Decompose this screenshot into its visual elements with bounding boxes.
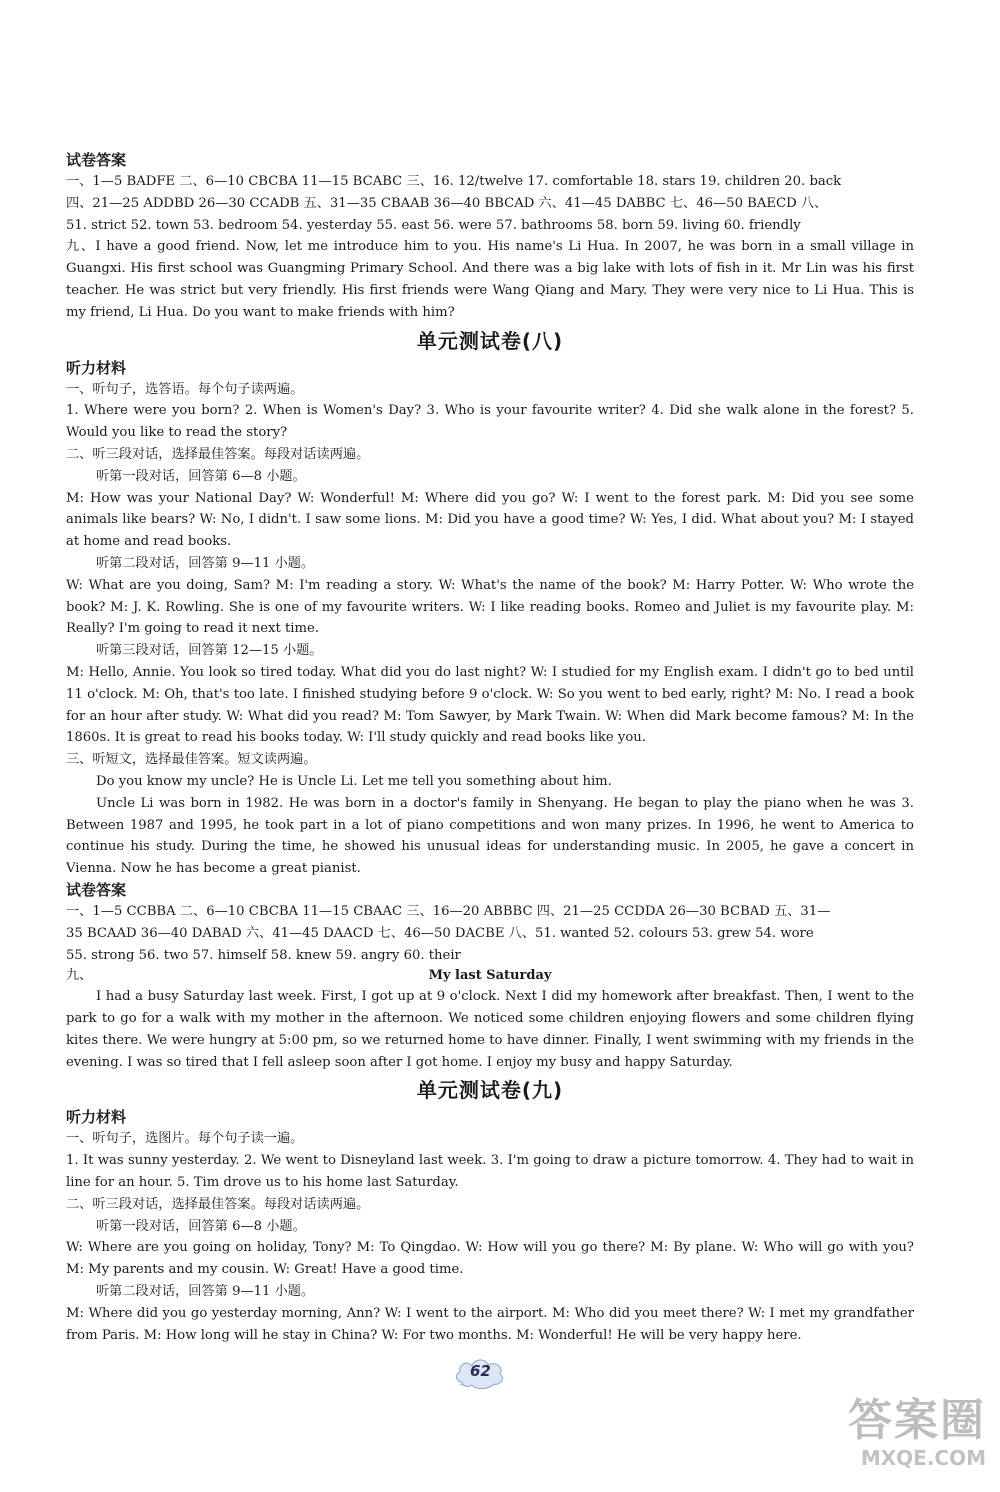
unit9-title: 单元测试卷(九) (416, 1078, 564, 1103)
page-content (66, 150, 914, 1346)
dialog-heading: 听第二段对话，回答第 9—11 小题。 (96, 1284, 315, 1300)
watermark (816, 1396, 986, 1484)
watermark-url: MXQE.COM (860, 1446, 986, 1470)
answer-line: 一、1—5 CCBBA 二、6—10 CBCBA 11—15 CBAAC 三、16—20 ABBBC 四、21—25 CCDDA 26—30 BCBAD 五、31— (66, 903, 831, 919)
part-heading: 三、听短文，选择最佳答案。短文读两遍。 (66, 752, 317, 768)
part-heading: 一、听句子，选答语。每个句子读两遍。 (66, 381, 304, 397)
part-heading: 二、听三段对话，选择最佳答案。每段对话读两遍。 (66, 1196, 370, 1212)
essay-paragraph: 九、I have a good friend. Now, let me introduce him to you. His name's Li Hua. In 2007, he was born in a small village in Guangxi. His first school was Guangming Primary School. And there was a big lake with lots of fish in it. Mr Lin was his first teacher. He was strict but very friendly. His first friends were Wang Qiang and Mary. They were very nice to Li Hua. This is my friend, Li Hua. Do you want to make friends with him? (66, 239, 914, 320)
answer-line: 55. strong 56. two 57. himself 58. knew 59. angry 60. their (66, 947, 461, 963)
answer-line: 35 BCAAD 36—40 DABAD 六、41—45 DAACD 七、46—50 DACBE 八、51. wanted 52. colours 53. grew 54. wore (66, 925, 814, 941)
essay-label: 九、 (66, 968, 93, 984)
answer-line: 四、21—25 ADDBD 26—30 CCADB 五、31—35 CBAAB 36—40 BBCAD 六、41—45 DABBC 七、46—50 BAECD 八、 (66, 195, 828, 211)
answers-heading: 试卷答案 (66, 880, 127, 899)
listening-heading: 听力材料 (66, 358, 127, 377)
answer-line: 一、1—5 BADFE 二、6—10 CBCBA 11—15 BCABC 三、16. 12/twelve 17. comfortable 18. stars 19. children 20. back (66, 174, 842, 189)
dialog-text: W: What are you doing, Sam? M: I'm reading a story. W: What's the name of the book? M: Harry Potter. W: Who wrote the book? M: J. K. Rowling. She is one of my favourite writers. W: I like reading books. Romeo and Juliet is my favourite play. M: Really? I'm going to read it next time. (66, 577, 914, 637)
dialog-text: M: Where did you go yesterday morning, Ann? W: I went to the airport. M: Who did you meet there? W: I met my grandfather from Paris. M: How long will he stay in China? W: For two months. M: Wonderful! He will be very happy here. (66, 1305, 914, 1343)
essay-title: My last Saturday (428, 968, 552, 984)
answers-heading: 试卷答案 (66, 151, 127, 169)
sentences-text: 1. Where were you born? 2. When is Women's Day? 3. Who is your favourite writer? 4. Did she walk alone in the forest? 5. Would you like to read the story? (66, 403, 914, 441)
answer-line: 51. strict 52. town 53. bedroom 54. yesterday 55. east 56. were 57. bathrooms 58. born 59. living 60. friendly (66, 217, 801, 233)
dialog-text: W: Where are you going on holiday, Tony? M: To Qingdao. W: How will you go there? M: By plane. W: Who will go with you? M: My parents and my cousin. W: Great! Have a good time. (66, 1240, 914, 1278)
unit8-title: 单元测试卷(八) (416, 328, 564, 353)
listening-heading: 听力材料 (66, 1108, 127, 1127)
dialog-text: M: Hello, Annie. You look so tired today. What did you do last night? W: I studied for my English exam. I didn't go to bed until 11 o'clock. M: Oh, that's too late. I finished studying before 9 o'clock. W: So you went to bed early, right? M: No. I read a book for an hour after study. W: What did you read? M: Tom Sawyer, by Mark Twain. W: When did Mark become famous? M: In the 1860s. It is great to read his books today. W: I'll study quickly and read books like you. (66, 664, 914, 746)
passage-intro: Do you know my uncle? He is Uncle Li. Let me tell you something about him. (96, 773, 612, 789)
dialog-heading: 听第一段对话，回答第 6—8 小题。 (96, 1218, 306, 1234)
page-number: 62 (470, 1362, 491, 1380)
part-heading: 二、听三段对话，选择最佳答案。每段对话读两遍。 (66, 446, 370, 462)
dialog-heading: 听第三段对话，回答第 12—15 小题。 (96, 643, 323, 659)
dialog-heading: 听第二段对话，回答第 9—11 小题。 (96, 555, 315, 571)
dialog-heading: 听第一段对话，回答第 6—8 小题。 (96, 468, 306, 484)
essay-block (66, 966, 914, 986)
essay-paragraph: I had a busy Saturday last week. First, I got up at 9 o'clock. Next I did my homework after breakfast. Then, I went to the park to go for a walk with my mother in the afternoon. We noticed some children enjoying flowers and some children flying kites there. We were hungry at 5:00 pm, so we returned home to have dinner. Finally, I went swimming with my friends in the evening. I was so tired that I fell asleep soon after I got home. I enjoy my busy and happy Saturday. (66, 989, 914, 1070)
part-heading: 一、听句子，选图片。每个句子读一遍。 (66, 1131, 304, 1147)
dialog-text: M: How was your National Day? W: Wonderful! M: Where did you go? W: I went to the forest park. M: Did you see some animals like bears? W: No, I didn't. I saw some lions. M: Did you have a good time? W: Yes, I did. What about you? M: I stayed at home and read books. (66, 490, 914, 550)
page-number-badge (452, 1352, 508, 1392)
passage-text: Uncle Li was born in 1982. He was born in a doctor's family in Shenyang. He began to play the piano when he was 3. Between 1987 and 1995, he took part in a lot of piano competitions and won many prizes. In 1996, he went to America to continue his study. During the time, he showed his unusual ideas for understanding music. In 2005, he gave a concert in Vienna. Now he has become a great pianist. (66, 795, 914, 877)
sentences-text: 1. It was sunny yesterday. 2. We went to Disneyland last week. 3. I'm going to draw a picture tomorrow. 4. They had to wait in line for an hour. 5. Tim drove us to his home last Saturday. (66, 1153, 914, 1191)
watermark-logo: 答案圈 (848, 1395, 986, 1446)
